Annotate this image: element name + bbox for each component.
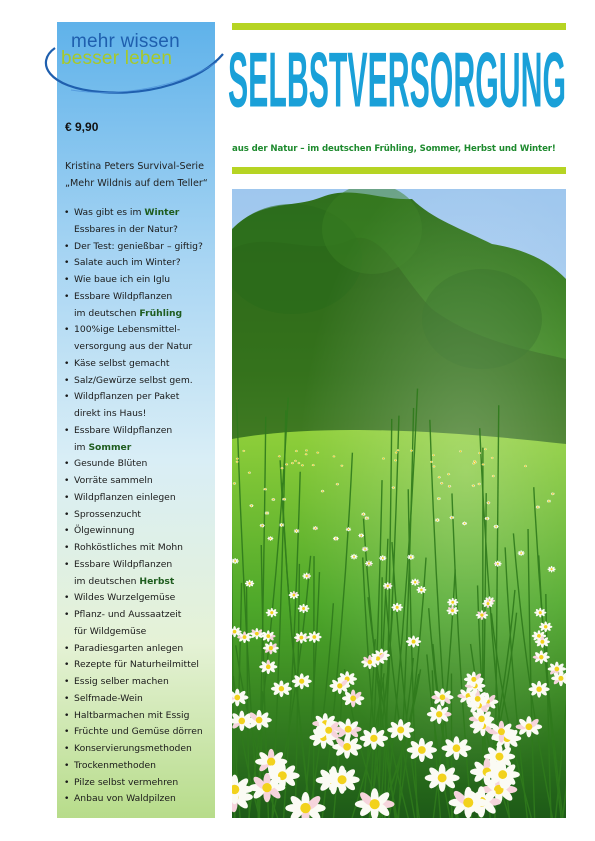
- topic-item: • Haltbarmachen mit Essig: [64, 708, 203, 725]
- season-highlight: Winter: [144, 207, 180, 218]
- topic-item: • Sprossenzucht: [64, 507, 203, 524]
- book-title: [226, 44, 571, 136]
- logo-text-top: mehr wissen: [71, 31, 180, 52]
- topic-item: • Gesunde Blüten: [64, 456, 203, 473]
- bullet-icon: •: [64, 491, 70, 503]
- topic-item: • Salz/Gewürze selbst gem.: [64, 373, 203, 390]
- accent-bar-bottom: [232, 167, 566, 174]
- bullet-icon: •: [64, 207, 70, 218]
- topic-item: • Pflanz- und Aussaatzeit: [64, 607, 203, 624]
- topic-item: • Käse selbst gemacht: [64, 356, 203, 373]
- topic-item: im deutschen Frühling: [74, 307, 183, 319]
- season-highlight: Frühling: [139, 307, 183, 319]
- price-label: € 9,90: [65, 120, 99, 134]
- bullet-icon: •: [64, 592, 70, 604]
- topic-item: • Wildes Wurzelgemüse: [64, 590, 203, 607]
- meadow-of-daisies-icon: [232, 189, 566, 818]
- topic-item: • Was gibt es im Winter: [64, 205, 203, 222]
- bullet-icon: •: [64, 609, 70, 620]
- bullet-icon: •: [64, 374, 70, 386]
- topic-item: im deutschen Herbst: [74, 575, 175, 587]
- bullet-icon: •: [64, 257, 70, 269]
- bullet-icon: •: [64, 475, 70, 486]
- topic-item: versorgung aus der Natur: [74, 341, 193, 352]
- topic-item: direkt ins Haus!: [74, 408, 147, 419]
- bullet-icon: •: [64, 558, 70, 570]
- accent-bar-top: [232, 23, 566, 30]
- topic-item: • Früchte und Gemüse dörren: [64, 724, 203, 741]
- topic-item: • Der Test: genießbar – giftig?: [64, 239, 203, 256]
- series-name-line: „Mehr Wildnis auf dem Teller“: [65, 178, 208, 189]
- bullet-icon: •: [64, 240, 70, 252]
- bullet-icon: •: [64, 424, 70, 436]
- bullet-icon: •: [64, 508, 70, 520]
- topic-item: • Essbare Wildpflanzen: [64, 423, 203, 440]
- sidebar-panel: [57, 22, 215, 818]
- brand-logo: [57, 22, 215, 102]
- topic-item: • Trockenmethoden: [64, 758, 203, 775]
- topic-item: • Essbare Wildpflanzen: [64, 289, 203, 306]
- bullet-icon: •: [64, 692, 70, 704]
- title-text: SELBSTVERSORGUNG: [228, 44, 566, 124]
- topic-item: im Sommer: [74, 441, 132, 453]
- topic-item: • Salate auch im Winter?: [64, 255, 203, 272]
- topic-item: • Konservierungsmethoden: [64, 741, 203, 758]
- topic-item: • Paradiesgarten anlegen: [64, 641, 203, 658]
- topic-item: • Essig selber machen: [64, 674, 203, 691]
- bullet-icon: •: [64, 776, 70, 788]
- bullet-icon: •: [64, 542, 70, 553]
- bullet-icon: •: [64, 726, 70, 738]
- logo-text-bottom: besser leben: [61, 48, 173, 69]
- cover-photo: [232, 189, 566, 818]
- series-info: [65, 158, 208, 192]
- bullet-icon: •: [64, 759, 70, 771]
- topic-item: Essbares in der Natur?: [74, 223, 178, 235]
- topic-list: [64, 205, 203, 808]
- bullet-icon: •: [64, 274, 70, 285]
- bullet-icon: •: [64, 525, 70, 537]
- topic-item: • Ölgewinnung: [64, 523, 203, 540]
- topic-item: • Rezepte für Naturheilmittel: [64, 657, 203, 674]
- topic-item: für Wildgemüse: [74, 625, 147, 637]
- topic-item: • Pilze selbst vermehren: [64, 775, 203, 792]
- bullet-icon: •: [64, 743, 70, 754]
- series-author-line: Kristina Peters Survival-Serie: [65, 161, 204, 172]
- bullet-icon: •: [64, 642, 70, 654]
- topic-item: • Essbare Wildpflanzen: [64, 557, 203, 574]
- topic-item: • Anbau von Waldpilzen: [64, 791, 203, 808]
- topic-item: • 100%ige Lebensmittel-: [64, 322, 203, 339]
- topic-item: • Vorräte sammeln: [64, 473, 203, 490]
- topic-item: • Rohköstliches mit Mohn: [64, 540, 203, 557]
- bullet-icon: •: [64, 793, 70, 805]
- bullet-icon: •: [64, 676, 70, 687]
- topic-item: • Wie baue ich ein Iglu: [64, 272, 203, 289]
- bullet-icon: •: [64, 290, 70, 302]
- topic-item: • Selfmade-Wein: [64, 691, 203, 708]
- topic-item: • Wildpflanzen einlegen: [64, 490, 203, 507]
- bullet-icon: •: [64, 709, 70, 721]
- season-highlight: Herbst: [139, 575, 175, 587]
- bullet-icon: •: [64, 458, 70, 470]
- subtitle: aus der Natur – im deutschen Frühling, Sommer, Herbst und Winter!: [232, 144, 556, 154]
- season-highlight: Sommer: [88, 441, 132, 453]
- bullet-icon: •: [64, 391, 70, 403]
- bullet-icon: •: [64, 324, 70, 336]
- bullet-icon: •: [64, 357, 70, 369]
- bullet-icon: •: [64, 659, 70, 671]
- topic-item: • Wildpflanzen per Paket: [64, 389, 203, 406]
